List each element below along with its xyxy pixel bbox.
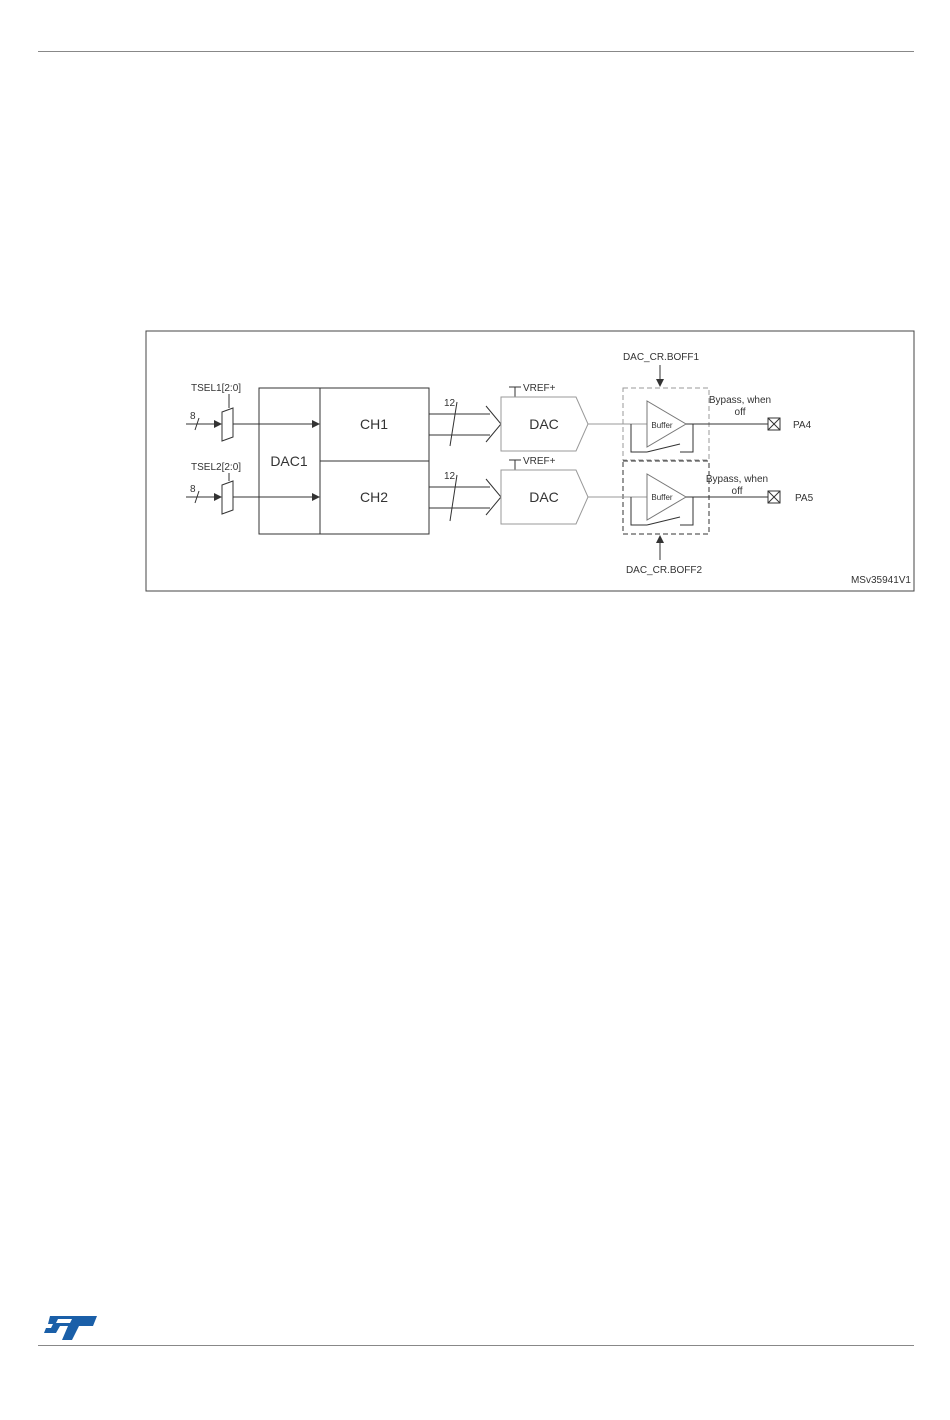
tsel1-mux [222, 408, 233, 441]
dac1-label: DAC1 [270, 453, 308, 469]
bus-ch2-to-dac [429, 471, 501, 521]
boff1-label: DAC_CR.BOFF1 [622, 352, 700, 363]
bypass-path-2 [631, 497, 647, 525]
tsel2-mux [222, 481, 233, 514]
output-stage-1 [588, 352, 812, 460]
tsel1-label: TSEL1[2:0] [191, 383, 242, 394]
st-logo [44, 1316, 97, 1340]
dac-label-2: DAC [529, 489, 559, 505]
figure-id: MSv35941V1 [850, 575, 911, 586]
dac-label-1: DAC [529, 416, 559, 432]
bypass-label-1a: Bypass, when [708, 395, 772, 406]
vref-label-2: VREF+ [523, 456, 556, 467]
ch1-label: CH1 [359, 416, 389, 432]
ch2-label: CH2 [359, 489, 389, 505]
bus-ch1-to-dac [429, 398, 501, 446]
input-channel-2 [186, 462, 319, 514]
dac-converter-2 [501, 456, 588, 524]
output-stage-2 [588, 461, 814, 576]
bus-width-in-2: 8 [190, 484, 196, 495]
boff2-label: DAC_CR.BOFF2 [625, 565, 703, 576]
pin-pa4-label: PA4 [793, 420, 812, 431]
input-channel-1 [186, 383, 319, 441]
bypass-label-2a: Bypass, when [705, 474, 769, 485]
pin-pa5-label: PA5 [795, 493, 814, 504]
dac1-block [259, 388, 429, 534]
dac-converter-1 [501, 383, 588, 451]
bus-width-out-1: 12 [444, 398, 456, 409]
vref-label-1: VREF+ [523, 383, 556, 394]
bus-width-in-1: 8 [190, 411, 196, 422]
bypass-label-1b: off [734, 407, 746, 418]
buffer-label-1: Buffer [651, 421, 673, 430]
bus-width-out-2: 12 [444, 471, 456, 482]
bypass-label-2b: off [731, 486, 743, 497]
tsel2-label: TSEL2[2:0] [191, 462, 242, 473]
bypass-path-1 [631, 424, 647, 452]
buffer-label-2: Buffer [651, 493, 673, 502]
